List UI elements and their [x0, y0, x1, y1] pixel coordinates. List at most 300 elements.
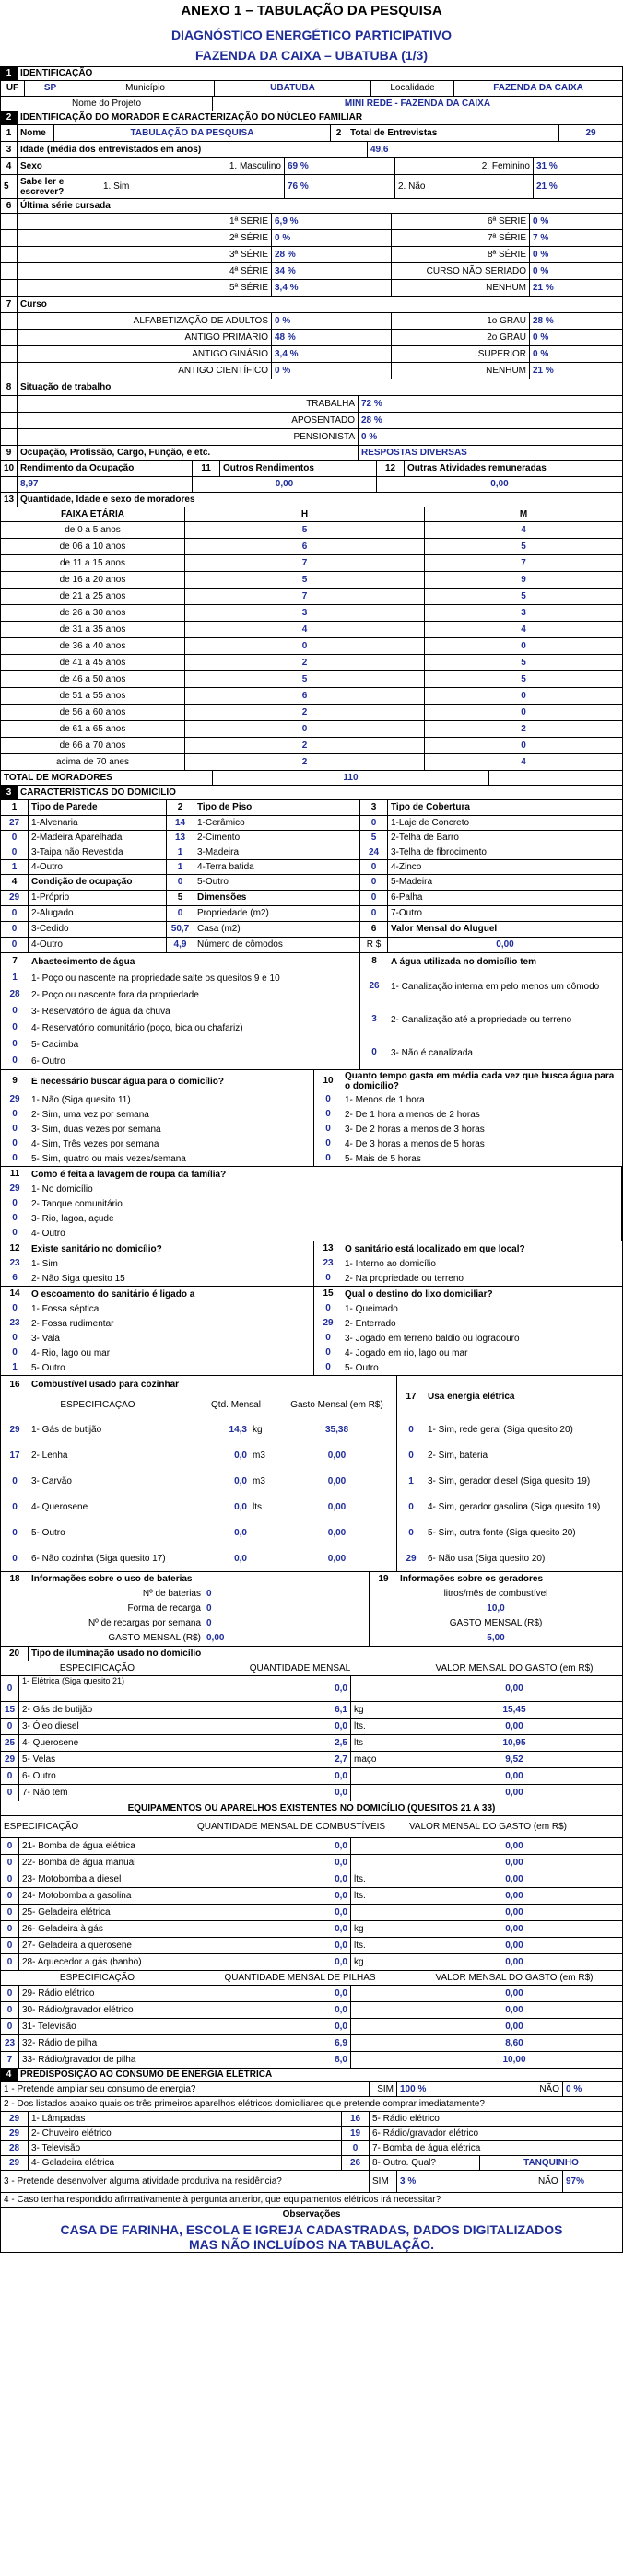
qty: 0,0 [194, 1888, 351, 1904]
option-row [314, 1151, 622, 1166]
count: 0 [360, 875, 388, 890]
question-pair [1, 1287, 622, 1376]
option: 4-Outro [29, 938, 167, 952]
count: 0 [342, 2141, 370, 2155]
cost: 0,00 [505, 2022, 523, 2032]
option-row [360, 953, 622, 970]
cost: 0,00 [505, 2005, 523, 2015]
option-row [1, 1003, 359, 1020]
age-range: de 61 a 65 anos [1, 721, 185, 737]
equipment: 26- Geladeira à gás [19, 1921, 194, 1937]
option: 2- Enterrado [345, 1318, 396, 1329]
cost: 0,00 [505, 1841, 523, 1851]
count: 0 [12, 1055, 18, 1067]
value: 28 % [533, 316, 554, 326]
battery-generator-block [1, 1572, 622, 1647]
female-count: 7 [521, 558, 526, 568]
qty: 0,0 [194, 1785, 351, 1801]
option: 1. Sim [100, 175, 285, 198]
count: 0 [325, 1153, 331, 1164]
uf-value: SP [25, 81, 76, 96]
option-row [1, 1211, 621, 1226]
unit [351, 1768, 406, 1784]
option: 3- Óleo diesel [19, 1719, 194, 1734]
count: 6 [12, 1273, 18, 1284]
form-row [1, 1647, 622, 1661]
option: 5ª SÉRIE [18, 280, 272, 296]
cost: 0,00 [505, 1788, 523, 1798]
spacer [1, 230, 18, 246]
cost: 10,00 [502, 2055, 526, 2065]
unit: kg [253, 1424, 263, 1435]
work-label: Situação de trabalho [20, 382, 112, 392]
unit [351, 2052, 406, 2068]
male-count: 7 [185, 589, 425, 604]
option: 3- Carvão [31, 1475, 72, 1486]
section-title: IDENTIFICAÇÃO DO MORADOR E CARACTERIZAÇÃO DO NÚCLEO FAMILIAR [20, 112, 363, 122]
male-count: 3 [185, 605, 425, 621]
qty: 0,0 [234, 1475, 247, 1486]
count: 29 [1, 891, 29, 905]
form-row [1, 175, 622, 199]
cost: 0,00 [505, 1858, 523, 1868]
water-supply [1, 953, 360, 1069]
count: 0 [360, 816, 388, 830]
option: 7- Não tem [19, 1785, 194, 1801]
unit: lts. [351, 1719, 406, 1734]
male-count: 2 [185, 705, 425, 720]
count: 7 [12, 956, 18, 967]
age-value: 49,6 [370, 145, 389, 155]
form-row [1, 721, 622, 738]
option-row [1, 1494, 396, 1520]
count: 0 [1, 831, 29, 845]
form-row [1, 81, 622, 97]
form-row [1, 1838, 622, 1855]
option: Condição de ocupação [29, 875, 167, 890]
option: 5- Outro [31, 1362, 65, 1373]
option: 3- Sim, gerador diesel (Siga quesito 19) [428, 1475, 591, 1486]
option: TRABALHA [18, 396, 359, 412]
option-row [314, 1070, 622, 1092]
count: 29 [9, 1183, 20, 1195]
form-row [1, 379, 622, 396]
form-row [1, 1768, 622, 1785]
option: 3- De 2 horas a menos de 3 horas [345, 1124, 485, 1135]
spacer [1, 413, 18, 428]
unit: m3 [253, 1475, 265, 1486]
count: 0 [360, 891, 388, 905]
option-row [1, 1241, 313, 1256]
count: 0 [12, 1153, 18, 1164]
value: 21 % [533, 366, 554, 376]
equipment: 30- Rádio/gravador elétrico [19, 2002, 194, 2018]
yes-value: 100 % [397, 2082, 535, 2096]
count: 0 [1, 1855, 19, 1871]
option-row [1, 1122, 313, 1136]
cost: 0,00 [505, 1684, 523, 1694]
info-row [370, 1631, 622, 1646]
count: 0 [325, 1347, 331, 1358]
section-title: PREDISPOSIÇÃO AO CONSUMO DE ENERGIA ELÉTRICA [20, 2069, 273, 2080]
form-row [1, 230, 622, 247]
cooking-fuel [1, 1376, 397, 1571]
option-row [397, 1520, 622, 1545]
count: 10 [323, 1076, 334, 1087]
female-count: 5 [521, 674, 526, 684]
male-count: 6 [185, 688, 425, 704]
qty: 0,0 [194, 1855, 351, 1871]
option-row [1, 986, 359, 1003]
count: 0 [1, 1676, 19, 1701]
form-row [1, 2052, 622, 2069]
age-range: de 31 a 35 anos [1, 622, 185, 637]
other-income-label: Outros Rendimentos [220, 461, 377, 476]
option: 1- Elétrica (Siga quesito 21) [19, 1676, 194, 1701]
count: 1 [12, 973, 18, 984]
option-row [314, 1241, 622, 1256]
qty: 0,0 [194, 1719, 351, 1734]
form-row [1, 1816, 622, 1838]
cost: 0,00 [505, 1941, 523, 1951]
label: litros/mês de combustível [443, 1589, 548, 1600]
age-range-header: FAIXA ETÁRIA [1, 507, 185, 521]
option: A água utilizada no domicílio tem [391, 956, 536, 967]
option: 1-Laje de Concreto [391, 818, 470, 828]
question-number: 8 [1, 379, 18, 395]
question-pair [1, 1167, 622, 1241]
option: 6- Outro [31, 1055, 65, 1067]
value: 21 % [536, 181, 558, 192]
form-row [1, 2069, 622, 2082]
female-count: 2 [521, 724, 526, 734]
qty: 6,9 [194, 2035, 351, 2051]
form-row [1, 111, 622, 125]
cost: 0,00 [327, 1553, 347, 1564]
form-row [1, 2082, 622, 2097]
female-count: 4 [521, 624, 526, 635]
option-row [1, 1036, 359, 1053]
form-row [1, 2019, 622, 2035]
count: 29 [1, 1752, 19, 1767]
info-row [1, 1631, 369, 1646]
option: ANTIGO CIENTÍFICO [18, 363, 272, 379]
option: 2o GRAU [392, 330, 530, 345]
count: 29 [9, 1094, 20, 1105]
value: 0 % [272, 230, 392, 246]
option: 6- Não usa (Siga quesito 20) [428, 1553, 546, 1564]
count: 0 [1, 922, 29, 937]
option: 6-Palha [391, 892, 423, 903]
count: 17 [9, 1450, 20, 1461]
option: 4- Querosene [19, 1735, 194, 1751]
option: Dimensões [194, 891, 360, 905]
form-row [1, 671, 622, 688]
question-number: 20 [1, 1647, 29, 1661]
form-row [1, 1676, 622, 1702]
count: 23 [323, 1258, 334, 1269]
age-range: de 56 a 60 anos [1, 705, 185, 720]
form-row [1, 688, 622, 705]
question: 1 - Pretende ampliar seu consumo de energia? [1, 2082, 370, 2096]
form-row [1, 2141, 622, 2156]
cost: 0,00 [505, 1988, 523, 1999]
count: 11 [9, 1169, 20, 1180]
count: 3 [371, 1014, 377, 1025]
info-row [370, 1616, 622, 1631]
value: 28 % [272, 247, 392, 262]
form-row [1, 622, 622, 638]
count: 8 [371, 956, 377, 967]
question-left [1, 1287, 314, 1375]
male-count: 6 [185, 539, 425, 554]
male-count: 2 [185, 738, 425, 753]
form-row [1, 875, 622, 891]
form-row [1, 97, 622, 111]
age-range: de 26 a 30 anos [1, 605, 185, 621]
option: 5- Rádio elétrico [372, 2114, 440, 2124]
option: 3- Não é canalizada [391, 1047, 473, 1058]
water-block [1, 953, 622, 1070]
unit: lts. [351, 1871, 406, 1887]
equipment: 24- Motobomba a gasolina [19, 1888, 194, 1904]
female-count: 5 [521, 542, 526, 552]
value: 48 % [272, 330, 392, 345]
option-row [1, 1151, 313, 1166]
question-number: 17 [406, 1391, 417, 1402]
form-row [1, 555, 622, 572]
cost: 0,00 [505, 1924, 523, 1934]
option: 3- Sim, duas vezes por semana [31, 1124, 161, 1135]
form-row [1, 786, 622, 800]
option: 6- Rádio/gravador elétrico [372, 2128, 479, 2139]
value: 0 % [533, 349, 549, 359]
yes-value: 3 % [397, 2171, 535, 2192]
option: 1- Fossa séptica [31, 1303, 100, 1314]
count: 0 [325, 1303, 331, 1314]
option: 2- Gás de butijão [19, 1702, 194, 1718]
form-row [1, 461, 622, 477]
form-row [1, 477, 622, 493]
count: 0 [408, 1527, 414, 1538]
question-number: 12 [377, 461, 405, 476]
option: 4ª SÉRIE [18, 263, 272, 279]
question-right [314, 1287, 622, 1375]
literacy-label: Sabe ler e escrever? [18, 175, 100, 198]
value: 0 % [272, 313, 392, 329]
option-row [360, 1003, 622, 1036]
option: 2- Fossa rudimentar [31, 1318, 114, 1329]
female-count: 0 [521, 641, 526, 651]
option: 5- Velas [19, 1752, 194, 1767]
count: 0 [408, 1424, 414, 1435]
value: 5,00 [487, 1633, 505, 1644]
male-count: 5 [185, 522, 425, 538]
form-row [1, 705, 622, 721]
option: 3- Televisão [29, 2141, 342, 2155]
unit: lts. [351, 1888, 406, 1904]
option: 3- Reservatório de água da chuva [31, 1006, 170, 1017]
value: 10,0 [487, 1603, 505, 1614]
yes-label: SIM [370, 2171, 397, 2192]
equipment-title: EQUIPAMENTOS OU APARELHOS EXISTENTES NO DOMICÍLIO (QUESITOS 21 A 33) [127, 1803, 496, 1813]
count: 0 [325, 1273, 331, 1284]
qty: 0,0 [194, 2002, 351, 2018]
count: 1 [12, 1362, 18, 1373]
value: 3,4 % [272, 346, 392, 362]
option: 2-Alugado [29, 906, 167, 921]
question-number: 2 [167, 800, 194, 815]
spacer [1, 396, 18, 412]
question-number: 4 [1, 158, 18, 174]
survey-form [0, 66, 623, 2253]
option-row [314, 1331, 622, 1346]
option: 1- Canalização interna em pelo menos um cômodo [391, 981, 600, 992]
option: 7-Outro [391, 908, 422, 918]
equipment: 32- Rádio de pilha [19, 2035, 194, 2051]
form-row [1, 771, 622, 786]
count: 0 [1, 906, 29, 921]
female-count: 0 [521, 707, 526, 717]
generator-label: Informações sobre os geradores [400, 1574, 544, 1585]
option: APOSENTADO [18, 413, 359, 428]
value: 76 % [285, 175, 395, 198]
value: 3,4 % [272, 280, 392, 296]
option: 5- Outro [31, 1527, 65, 1538]
count: 1 [408, 1475, 414, 1486]
option-row [1, 1376, 396, 1393]
form-row [1, 589, 622, 605]
option-row [1, 1167, 621, 1182]
count: 0 [408, 1501, 414, 1512]
option: 1- Não (Siga quesito 11) [31, 1094, 131, 1105]
form-row [1, 522, 622, 539]
question-number: 3 [360, 800, 388, 815]
form-row [1, 2127, 622, 2141]
option-row [314, 1316, 622, 1331]
form-row [1, 363, 622, 379]
equipment: 25- Geladeira elétrica [19, 1905, 194, 1920]
age-range: de 46 a 50 anos [1, 671, 185, 687]
option-row [1, 1346, 313, 1360]
age-label: Idade (média dos entrevistados em anos) [18, 142, 368, 157]
qty: 8,0 [194, 2052, 351, 2068]
option: 1- Sim, rede geral (Siga quesito 20) [428, 1424, 573, 1435]
option: ALFABETIZAÇÃO DE ADULTOS [18, 313, 272, 329]
option: 1- Queimado [345, 1303, 398, 1314]
option-row [397, 1416, 622, 1442]
form-row [1, 1855, 622, 1871]
occupation-label: Ocupação, Profissão, Cargo, Função, e etc. [18, 446, 359, 460]
observations-line: CASA DE FARINHA, ESCOLA E IGREJA CADASTRADAS, DADOS DIGITALIZADOS [60, 2221, 563, 2237]
option: Existe sanitário no domicílio? [31, 1243, 162, 1254]
cost: 35,38 [324, 1424, 349, 1435]
option-row [1, 1360, 313, 1375]
form-row [1, 446, 622, 461]
water-piping [360, 953, 622, 1069]
battery-info [1, 1572, 370, 1646]
count: 0 [1, 1768, 19, 1784]
document-title: ANEXO 1 – TABULAÇÃO DA PESQUISA [181, 3, 442, 18]
cost: 0,00 [327, 1475, 347, 1486]
form-row [1, 413, 622, 429]
count: 0 [325, 1138, 331, 1149]
value: 0,00 [206, 1633, 225, 1644]
count: 0 [12, 1527, 18, 1538]
question-left [1, 1167, 622, 1241]
question-pair [1, 1241, 622, 1287]
option: 2ª SÉRIE [18, 230, 272, 246]
document-subtitle-location: FAZENDA DA CAIXA – UBATUBA (1/3) [194, 48, 428, 63]
project-label: Nome do Projeto [1, 97, 213, 111]
locality-label: Localidade [371, 81, 454, 96]
cost: 0,00 [505, 1907, 523, 1917]
option-row [360, 970, 622, 1003]
form-row [1, 1921, 622, 1938]
count: 0 [1, 2002, 19, 2018]
count: 0 [167, 906, 194, 921]
form-row [1, 313, 622, 330]
unit [351, 1986, 406, 2001]
count: 1 [167, 845, 194, 859]
label: GASTO MENSAL (R$) [108, 1633, 201, 1644]
option: 1-Alvenaria [29, 816, 167, 830]
option: 2-Telha de Barro [391, 833, 459, 843]
age-range: de 66 a 70 anos [1, 738, 185, 753]
form-row [1, 845, 622, 860]
qty-header: QUANTIDADE MENSAL DE PILHAS [194, 1971, 406, 1985]
option: 4- De 3 horas a menos de 5 horas [345, 1138, 485, 1149]
unit: kg [351, 1921, 406, 1937]
option: 4- Rio, lago ou mar [31, 1347, 111, 1358]
option-row [1, 1196, 621, 1211]
unit [351, 2002, 406, 2018]
locality-value: FAZENDA DA CAIXA [493, 83, 583, 93]
option: 5- Outro [345, 1362, 379, 1373]
total-value: 110 [213, 771, 489, 785]
form-row [1, 1735, 622, 1752]
form-row [1, 2171, 622, 2193]
count: 0 [1, 845, 29, 859]
option-row [1, 1331, 313, 1346]
option-row [397, 1442, 622, 1468]
age-range: de 16 a 20 anos [1, 572, 185, 588]
other-value: TANQUINHO [523, 2158, 579, 2168]
spacer [1, 330, 18, 345]
option-row [1, 1136, 313, 1151]
form-row [1, 1905, 622, 1921]
option-row [1, 1316, 313, 1331]
unit: lts. [351, 1938, 406, 1953]
uf-label: UF [1, 81, 25, 96]
value: 31 % [536, 161, 558, 171]
count: 0 [12, 1109, 18, 1120]
count: 13 [167, 831, 194, 845]
spec-header: ESPECIFICAÇÃO [1, 1661, 194, 1675]
fuel-energy-block [1, 1376, 622, 1572]
observations-title: Observações [282, 2209, 341, 2220]
question-number: 6 [1, 199, 18, 213]
form-row [1, 330, 622, 346]
option: 3-Telha de fibrocimento [391, 847, 487, 857]
qty: 0,0 [234, 1501, 247, 1512]
value: 6,9 % [272, 214, 392, 229]
option-row [1, 1520, 396, 1545]
count: 0 [1, 1954, 19, 1970]
count: 0 [408, 1450, 414, 1461]
option: 3ª SÉRIE [18, 247, 272, 262]
spacer [489, 771, 622, 785]
